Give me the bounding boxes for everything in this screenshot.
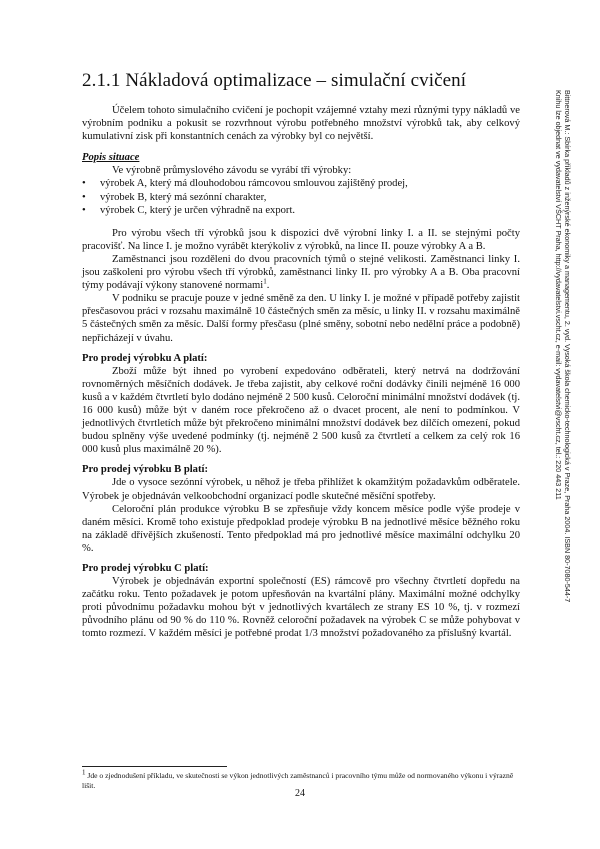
page-body <box>82 70 520 641</box>
situation-heading: Popis situace <box>82 152 140 164</box>
list-item: • výrobek C, který je určen výhradně na export. <box>100 204 520 217</box>
lines-paragraph: Pro výrobu všech tří výrobků jsou k dispozici dvě výrobní linky I. a II. se stejnými počty pracovišť. Na lince I. je možno vyrábět kterýkoliv z výrobků, na lince II. pouze výrobky A a B. <box>82 227 520 252</box>
order-info-line: Knihu lze objednat ve vydavatelství VŠCHT Praha, http://vydavatelstvi.vscht.cz, e-mail: vydavatelstvi@vscht.cz, tel.: 220 443 211 <box>554 90 563 500</box>
product-c-heading: Pro prodej výrobku C platí: <box>82 563 209 574</box>
teams-paragraph <box>82 253 520 292</box>
product-b-heading: Pro prodej výrobku B platí: <box>82 464 208 476</box>
side-citation <box>554 90 572 730</box>
list-item: • výrobek B, který má sezónní charakter, <box>100 191 520 204</box>
product-a-heading: Pro prodej výrobku A platí: <box>82 352 208 364</box>
citation-line: Bittnerová M.: Sbírka příkladů z inženýrské ekonomiky a managementu, 2. vyd. Vysoká škola chemicko-technologická v Praze, Praha 2004. ISBN 80-7080-544-7 <box>563 90 572 603</box>
situation-lead: Ve výrobně průmyslového závodu se vyrábí tři výrobky: <box>112 165 352 177</box>
intro-paragraph: Účelem tohoto simulačního cvičení je pochopit vzájemné vztahy mezi různými typy nákladů ve výrobním podniku a pokusit se rozvrhnout výrobu potřebného množství výrobků tak, aby celkový kumulativní zisk při konstantních cenách za výrobky byl co největší. <box>82 105 520 143</box>
list-item: • výrobek A, který má dlouhodobou rámcovou smlouvou zajištěný prodej, <box>100 177 520 190</box>
product-list <box>82 177 520 216</box>
section-title: 2.1.1 Nákladová optimalizace – simulační cvičení <box>82 70 467 91</box>
footnote-mark: 1 <box>82 768 86 777</box>
page-number: 24 <box>295 788 305 799</box>
product-b-paragraph: Jde o vysoce sezónní výrobek, u něhož je třeba přihlížet k okamžitým požadavkům odběratele. Výrobek je objednáván velkoobchodní organizací podle skutečné měsíční spotřeby. <box>82 477 520 502</box>
product-a-paragraph: Zboží může být ihned po vyrobení expedováno odběrateli, který netrvá na dodržování rovnoměrných měsíčních dodávek. Je třeba zajistit, aby celkové roční dodávky činili nejméně 16 000 kusů a v každém čtvrtletí bylo dodáno nejméně 2 500 kusů. Celoroční minimální množství dodávek (tj. 16 000 kusů) může být v daném roce překročeno až o dvacet procent, ale není to podmínkou. V jednotlivých čtvrtletích může být překročeno minimální množství dodávek bez dílčích omezení, pokud budou splněny výše uvedené podmínky (tj. nejméně 2 500 kusů za čtvrtletí a celkem za celý rok 16 000 kusů plus maximálně 20 %). <box>82 365 520 456</box>
teams-text: Zaměstnanci jsou rozděleni do dvou pracovních týmů o stejné velikosti. Zaměstnanci linky I. jsou zaškoleni pro výrobu všech tří výrobků, zaměstnanci linky II. pro výrobky A a B. Oba pracovní týmy podávají výkony stanovené normami <box>82 253 520 292</box>
footnote-divider <box>82 766 227 767</box>
footnote-reference[interactable]: 1 <box>263 277 267 286</box>
shifts-paragraph: V podniku se pracuje pouze v jedné směně za den. U linky I. je možné v případě potřeby zajistit přesčasovou práci v rozsahu maximálně 10 částečných směn za měsíc, u linky II. v rozsahu maximálně 5 částečných směn za měsíc. Další formy přesčasu (plné směny, sobotní nebo nedělní práce a podobně) nepřicházejí v úvahu. <box>82 293 520 344</box>
teams-text-end: . <box>266 280 270 292</box>
product-b-paragraph-2: Celoroční plán produkce výrobku B se zpřesňuje vždy koncem měsíce podle výše prodeje v daném měsíci. Kromě toho existuje předpoklad prodeje výrobku B na jednotlivé měsíce běžného roku na základě dřívějších zkušeností. Tento předpoklad má pro jednotlivé měsíce maximální odchylku 20 %. <box>82 503 520 554</box>
footnote-text: Jde o zjednodušení příkladu, ve skutečnosti se výkon jednotlivých zaměstnanců i pracovního týmu může od normovaného výkonu i výrazně lišit. <box>82 771 514 790</box>
product-c-paragraph: Výrobek je objednáván exportní společností (ES) rámcově pro všechny čtvrtletí dopředu na začátku roku. Tento požadavek je potom upřesňován na kvartální plány. Maximální možné odchylky proti původnímu požadavku mohou být v jednotlivých kvartálech ze strany ES 10 %, tj. v rozmezí původního plánu od 90 % do 110 %. Rovněž celoroční požadavek na výrobek C se může pohybovat v tomto rozmezí. V každém měsíci je potřebné prodat 1/3 množství požadovaného za příslušný kvartál. <box>82 576 520 640</box>
